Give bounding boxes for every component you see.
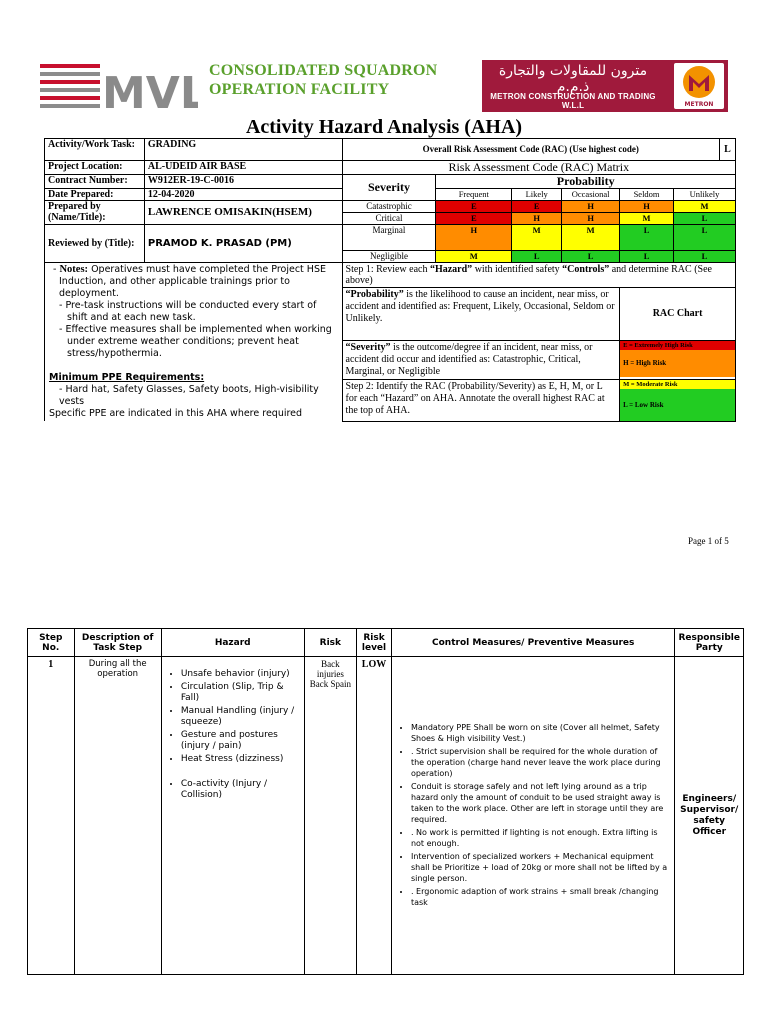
company-line-1: CONSOLIDATED SQUADRON [209, 62, 438, 79]
control-measures-list [395, 722, 669, 908]
company-name [209, 61, 437, 99]
col-step-no: Step No. [28, 629, 75, 657]
rac-cell: E [512, 201, 562, 213]
col-risk: Risk [304, 629, 356, 657]
notes-cell: - Notes: Operatives must have completed the Project HSE Induction, and other applicable trainings prior to deployment. - Pre-task instructions will be conducted every start of shift and at each new task. - Effective measures shall be implemented when working under extreme weather conditions; prevent heat stress/hypothermia. Minimum PPE Requirements: - Hard hat, Safety Glasses, Safety boots, High-visibility vests Specific PPE are indicated in this AHA where required [45, 263, 343, 422]
severity-catastrophic: Catastrophic [342, 201, 436, 213]
activity-value: GRADING [144, 139, 342, 161]
col-risk-level: Risk level [357, 629, 392, 657]
rac-cell: H [436, 225, 512, 251]
risk-level-value: LOW [357, 657, 392, 975]
severity-definition: “Severity” is the outcome/degree if an incident, near miss, or accident did occur and identified as: Catastrophic, Critical, Marginal, or Negligible [342, 340, 620, 379]
list-item: • Gesture and postures (injury / pain) [181, 730, 301, 752]
severity-marginal: Marginal [342, 225, 436, 251]
company-line-2: OPERATION FACILITY [209, 81, 390, 98]
list-item: • Mandatory PPE Shall be worn on site (Cover all helmet, Safety Shoes & High visibility Vest.) [411, 722, 669, 744]
rac-cell: L [512, 251, 562, 263]
step-number: 1 [28, 657, 75, 975]
control-measures-cell [391, 657, 675, 975]
svg-text:METRON: METRON [684, 101, 714, 108]
prob-likely: Likely [512, 189, 562, 201]
ppe-note: Specific PPE are indicated in this AHA where required [49, 408, 303, 419]
rac-cell: M [436, 251, 512, 263]
overall-rac-label: Overall Risk Assessment Code (RAC) (Use highest code) [342, 139, 719, 161]
severity-header: Severity [342, 175, 436, 201]
mvl-logo-icon [36, 58, 198, 114]
mvl-logo [36, 58, 198, 114]
reviewed-label: Reviewed by (Title): [45, 225, 145, 263]
reviewed-value: PRAMOD K. PRASAD (PM) [144, 225, 342, 263]
activity-label: Activity/Work Task: [45, 139, 145, 161]
rac-cell: M [512, 225, 562, 251]
responsible-party: Engineers/ Supervisor/ safety Officer [675, 657, 744, 975]
list-item: • . Ergonomic adaption of work strains + small break /changing task [411, 886, 669, 908]
step-2: Step 2: Identify the RAC (Probability/Severity) as E, H, M, or L for each “Hazard” on AHA. Annotate the overall highest RAC at the top of AHA. [342, 379, 620, 421]
metron-logo [674, 63, 724, 109]
svg-text:MVL: MVL [102, 68, 198, 114]
list-item: • Unsafe behavior (injury) [181, 669, 301, 680]
metron-m-icon [674, 63, 724, 109]
location-label: Project Location: [45, 161, 145, 175]
col-responsible-party: Responsible Party [675, 629, 744, 657]
col-control-measures: Control Measures/ Preventive Measures [391, 629, 675, 657]
rac-cell: M [562, 225, 620, 251]
probability-definition: “Probability” is the likelihood to cause an incident, near miss, or accident and identified as: Frequent, Likely, Occasional, Seldom or Unlikely. [342, 288, 620, 341]
aha-info-table [44, 138, 736, 422]
rac-chart-eh [620, 340, 736, 379]
list-item: • Intervention of specialized workers + Mechanical equipment shall be Prioritize + load of 20kg or more shall not be lifted by a single person. [411, 851, 669, 884]
severity-negligible: Negligible [342, 251, 436, 263]
rac-cell: E [436, 201, 512, 213]
list-item: • Circulation (Slip, Trip & Fall) [181, 682, 301, 704]
col-hazard: Hazard [161, 629, 304, 657]
prob-frequent: Frequent [436, 189, 512, 201]
prepared-value: LAWRENCE OMISAKIN(HSEM) [144, 201, 342, 225]
rac-cell: L [562, 251, 620, 263]
date-value: 12-04-2020 [144, 189, 342, 201]
prepared-label: Prepared by (Name/Title): [45, 201, 145, 225]
page-number: Page 1 of 5 [688, 536, 729, 546]
list-item: • Heat Stress (dizziness) [181, 754, 301, 765]
contract-value: W912ER-19-C-0016 [144, 175, 342, 189]
hazard-analysis-table [27, 628, 744, 975]
task-description: During all the operation [74, 657, 161, 975]
rac-chart-ml [620, 379, 736, 421]
hazard-list-cell [161, 657, 304, 975]
table-row [28, 657, 744, 975]
rac-cell: H [562, 213, 620, 225]
rac-cell: M [674, 201, 736, 213]
rac-chart-title: RAC Chart [620, 288, 736, 341]
ppe-items: Hard hat, Safety Glasses, Safety boots, High-visibility vests [59, 384, 319, 407]
rac-cell: H [562, 201, 620, 213]
date-label: Date Prepared: [45, 189, 145, 201]
rac-chart-e: E = Extremely High Risk [620, 341, 735, 350]
rac-cell: H [512, 213, 562, 225]
rac-chart-h: H = High Risk [620, 350, 735, 377]
rac-cell: L [674, 251, 736, 263]
rac-cell: E [436, 213, 512, 225]
rac-cell: L [674, 225, 736, 251]
notes-label: Notes: [59, 264, 89, 275]
metron-banner [482, 60, 728, 112]
risk-value: Back injuries Back Spain [304, 657, 356, 975]
metron-arabic-name: مترون للمقاولات والتجارة ذ.م.م [498, 63, 648, 95]
metron-english-name: METRON CONSTRUCTION AND TRADING W.L.L [490, 92, 656, 110]
list-item: • Co-activity (Injury / Collision) [181, 779, 301, 801]
overall-rac-value: L [719, 139, 735, 161]
location-value: AL-UDEID AIR BASE [144, 161, 342, 175]
rac-cell: H [620, 201, 674, 213]
severity-critical: Critical [342, 213, 436, 225]
list-item: • . No work is permitted if lighting is not enough. Extra lifting is not enough. [411, 827, 669, 849]
probability-header: Probability [436, 175, 736, 189]
rac-cell: L [674, 213, 736, 225]
rac-cell: L [620, 251, 674, 263]
ppe-title: Minimum PPE Requirements: [49, 372, 205, 383]
hazard-list [165, 669, 301, 801]
rac-cell: M [620, 213, 674, 225]
col-description: Description of Task Step [74, 629, 161, 657]
list-item: • . Strict supervision shall be required for the whole duration of the operation (charge hand never leave the work place during operation) [411, 746, 669, 779]
prob-occasional: Occasional [562, 189, 620, 201]
note-item-2: Pre-task instructions will be conducted every start of shift and at each new task. [65, 300, 317, 323]
prob-unlikely: Unlikely [674, 189, 736, 201]
rac-chart-m: M = Moderate Risk [620, 380, 735, 389]
list-item: • Conduit is storage safely and not left lying around as a trip hazard only the amount of conduit to be used straight away is taken to the work place. Other are left in storage until they are required. [411, 781, 669, 825]
rac-chart-l: L = Low Risk [620, 389, 735, 421]
prob-seldom: Seldom [620, 189, 674, 201]
step-1: Step 1: Review each “Hazard” with identified safety “Controls” and determine RAC (See above) [342, 263, 735, 288]
note-item-3: Effective measures shall be implemented when working under extreme weather conditions; prevent heat stress/hypothermia. [65, 324, 332, 359]
list-item: • Manual Handling (injury / squeeze) [181, 706, 301, 728]
page-title: Activity Hazard Analysis (AHA) [245, 116, 523, 138]
rac-cell: L [620, 225, 674, 251]
note-item-1: Operatives must have completed the Project HSE Induction, and other applicable trainings prior to deployment. [59, 264, 326, 299]
rac-matrix-title: Risk Assessment Code (RAC) Matrix [342, 161, 735, 175]
contract-label: Contract Number: [45, 175, 145, 189]
